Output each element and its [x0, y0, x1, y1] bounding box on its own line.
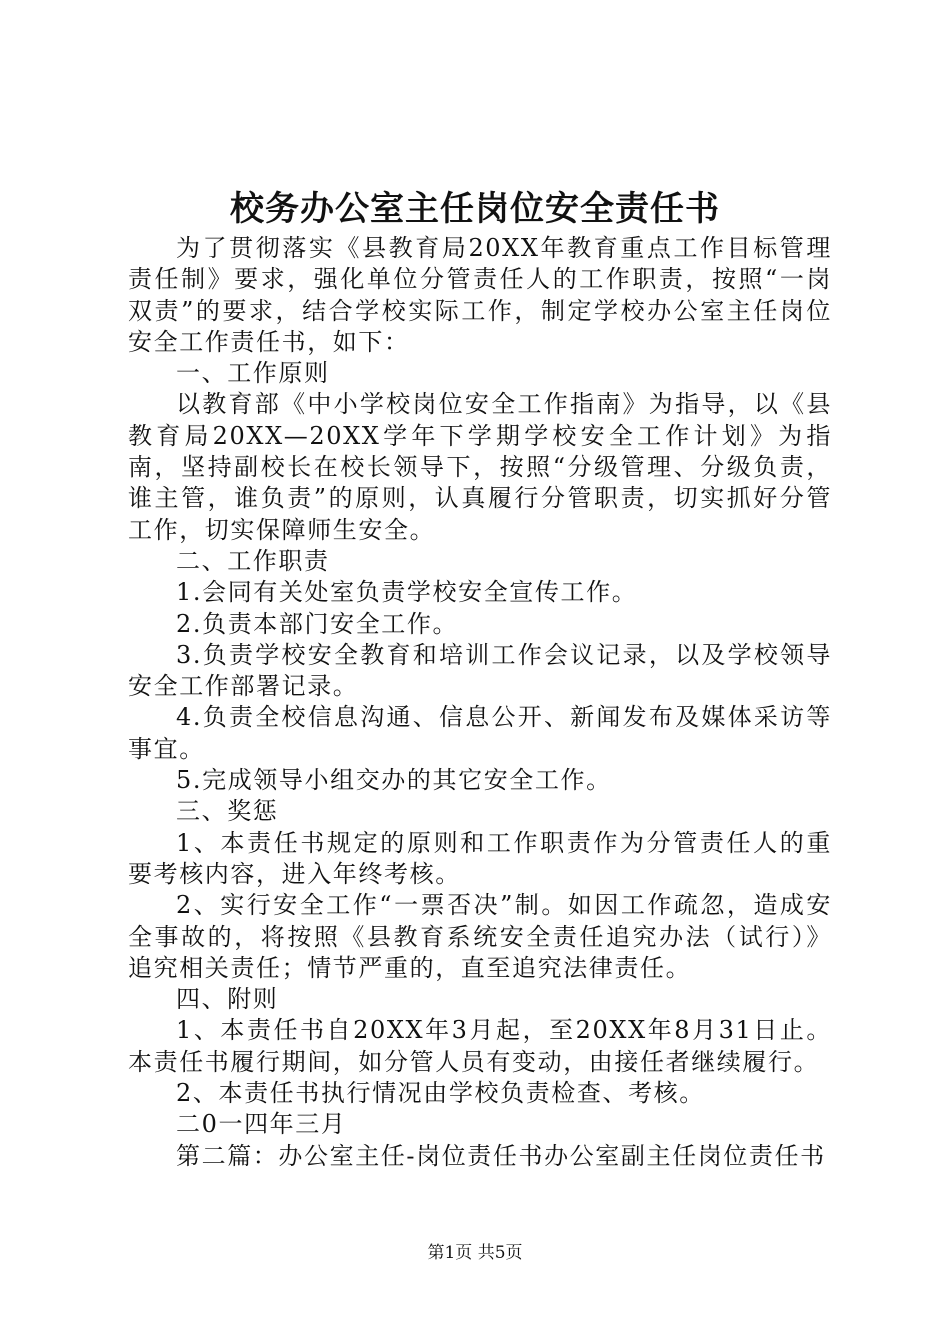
supplementary-item-1: 1、本责任书自20XX年3月起，至20XX年8月31日止。本责任书履行期间，如分管人员有变动，由接任者继续履行。: [128, 1016, 832, 1076]
reward-item-1: 1、本责任书规定的原则和工作职责作为分管责任人的重要考核内容，进入年终考核。: [128, 828, 832, 888]
duty-item-5: 5.完成领导小组交办的其它安全工作。: [176, 766, 612, 795]
section-heading-principles: 一、工作原则: [176, 359, 330, 388]
section-heading-duties: 二、工作职责: [176, 546, 330, 575]
principles-paragraph: 以教育部《中小学校岗位安全工作指南》为指导，以《县教育局20XX—20XX学年下学期学校安全工作计划》为指南，坚持副校长在校长领导下，按照“分级管理、分级负责，谁主管，谁负责”的原则，认真履行分管职责，切实抓好分管工作，切实保障师生安全。: [128, 390, 832, 544]
next-article-heading: 第二篇：办公室主任-岗位责任书办公室副主任岗位责任书: [176, 1141, 826, 1170]
duty-item-4: 4.负责全校信息沟通、信息公开、新闻发布及媒体采访等事宜。: [128, 703, 832, 763]
section-heading-rewards: 三、奖惩: [176, 797, 279, 826]
document-title: 校务办公室主任岗位安全责任书: [230, 189, 720, 229]
supplementary-item-2: 2、本责任书执行情况由学校负责检查、考核。: [176, 1079, 705, 1108]
duty-item-3: 3.负责学校安全教育和培训工作会议记录，以及学校领导安全工作部署记录。: [128, 640, 832, 701]
intro-paragraph: 为了贯彻落实《县教育局20XX年教育重点工作目标管理责任制》要求，强化单位分管责任人的工作职责，按照“一岗双责”的要求，结合学校实际工作，制定学校办公室主任岗位安全工作责任书，如下：: [128, 234, 832, 356]
reward-item-2: 2、实行安全工作“一票否决”制。如因工作疏忽，造成安全事故的，将按照《县教育系统安全责任追究办法（试行）》追究相关责任；情节严重的，直至追究法律责任。: [128, 891, 832, 982]
page-number-footer: 第1页 共5页: [427, 1243, 523, 1263]
section-heading-supplementary: 四、附则: [176, 985, 279, 1014]
document-body: [128, 233, 832, 1172]
duty-item-1: 1.会同有关处室负责学校安全宣传工作。: [176, 578, 638, 607]
document-date: 二0一四年三月: [176, 1110, 347, 1139]
duty-item-2: 2.负责本部门安全工作。: [176, 609, 459, 638]
